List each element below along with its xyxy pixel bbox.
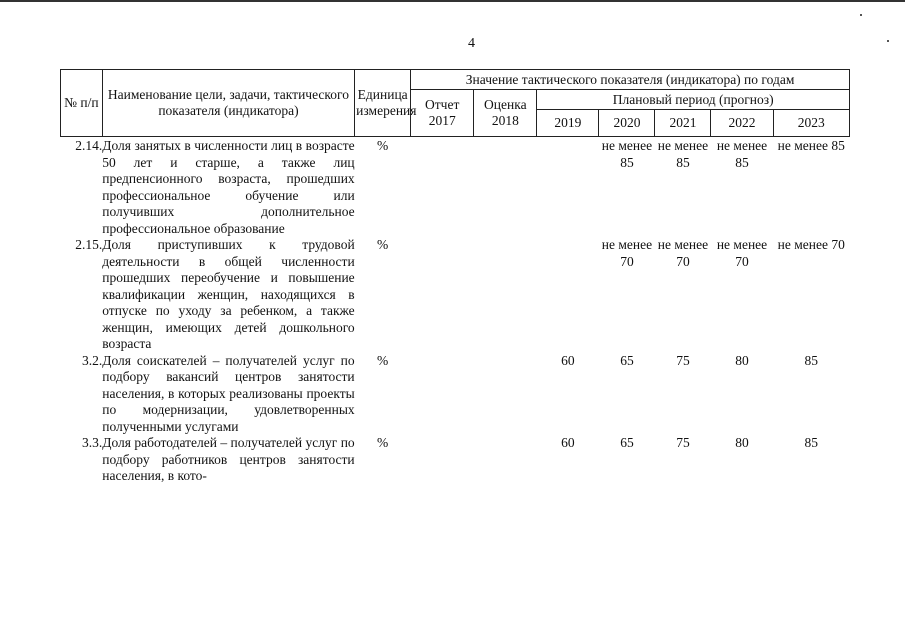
value-cell	[537, 137, 599, 238]
header-values-group: Значение тактического показателя (индикатора) по годам	[411, 70, 850, 90]
page-number: 4	[468, 36, 475, 51]
table-header	[61, 70, 850, 137]
table-row	[61, 353, 850, 436]
value-cell: не менее 85	[657, 138, 709, 170]
header-year: 2021	[655, 110, 711, 137]
header-year: 2023	[773, 110, 849, 137]
table-row	[61, 137, 850, 238]
value-cell: 80	[735, 352, 749, 368]
table-row	[61, 237, 850, 353]
value-cell: не менее 85	[716, 138, 768, 170]
unit-cell: %	[377, 352, 389, 368]
unit-cell: %	[377, 138, 389, 153]
value-cell	[474, 353, 537, 436]
value-cell: не менее 70	[777, 237, 845, 252]
row-number: 2.14.	[75, 138, 103, 153]
scan-speck	[887, 40, 889, 42]
header-year: 2022	[711, 110, 773, 137]
header-plan: Плановый период (прогноз)	[537, 90, 850, 110]
unit-cell: %	[377, 237, 389, 252]
header-year: 2019	[537, 110, 599, 137]
value-cell: 60	[561, 352, 575, 368]
header-estimate: Оценка 2018	[474, 90, 537, 137]
header-num: № п/п	[61, 70, 103, 137]
scan-speck	[860, 14, 862, 16]
header-name: Наименование цели, задачи, тактического показателя (индикатора)	[102, 70, 354, 137]
row-number: 3.2.	[81, 352, 103, 368]
indicator-name: Доля приступивших к трудовой деятельности в общей численности прошедших переобучение и повышение квалификации женщин, находящихся в отпуске по уходу за ребенком, а также женщин, имеющих детей дошкольного возраста	[102, 237, 355, 351]
row-number: 2.15.	[75, 237, 103, 252]
value-cell: не менее 70	[601, 237, 653, 269]
value-cell	[411, 237, 474, 353]
indicator-name: Доля занятых в численности лиц в возрасте 50 лет и старше, а также лиц предпенсионного возраста, прошедших профессиональное обучение или получивших дополнительное профессиональное образование	[102, 138, 355, 236]
value-cell: 75	[676, 435, 690, 450]
value-cell	[411, 353, 474, 436]
value-cell: 85	[804, 352, 819, 368]
value-cell: 65	[620, 435, 634, 450]
indicators-table	[60, 69, 850, 485]
row-number: 3.3.	[81, 435, 103, 450]
value-cell: 85	[804, 435, 819, 450]
value-cell	[474, 237, 537, 353]
indicator-name: Доля работодателей – получателей услуг по подбору работников центров занятости населения, в кото-	[102, 435, 355, 483]
value-cell: не менее 70	[716, 237, 768, 269]
unit-cell: %	[377, 435, 389, 450]
value-cell	[411, 137, 474, 238]
header-unit: Единица измерения	[355, 70, 411, 137]
value-cell: не менее 85	[777, 138, 845, 153]
header-report: Отчет 2017	[411, 90, 474, 137]
table-body	[61, 137, 850, 485]
value-cell	[411, 435, 474, 485]
value-cell: не менее 70	[657, 237, 709, 269]
indicator-name: Доля соискателей – получателей услуг по подбору вакансий центров занятости населения, в которых реализованы проекты по модернизации, удовлетворенных полученными услугами	[102, 352, 355, 434]
value-cell: не менее 85	[601, 138, 653, 170]
value-cell: 60	[561, 435, 575, 450]
value-cell	[537, 237, 599, 353]
header-year: 2020	[599, 110, 655, 137]
value-cell: 80	[735, 435, 749, 450]
value-cell	[474, 435, 537, 485]
value-cell	[474, 137, 537, 238]
table-row	[61, 435, 850, 485]
value-cell: 65	[620, 352, 634, 368]
value-cell: 75	[676, 352, 690, 368]
page-top-border	[0, 0, 905, 2]
